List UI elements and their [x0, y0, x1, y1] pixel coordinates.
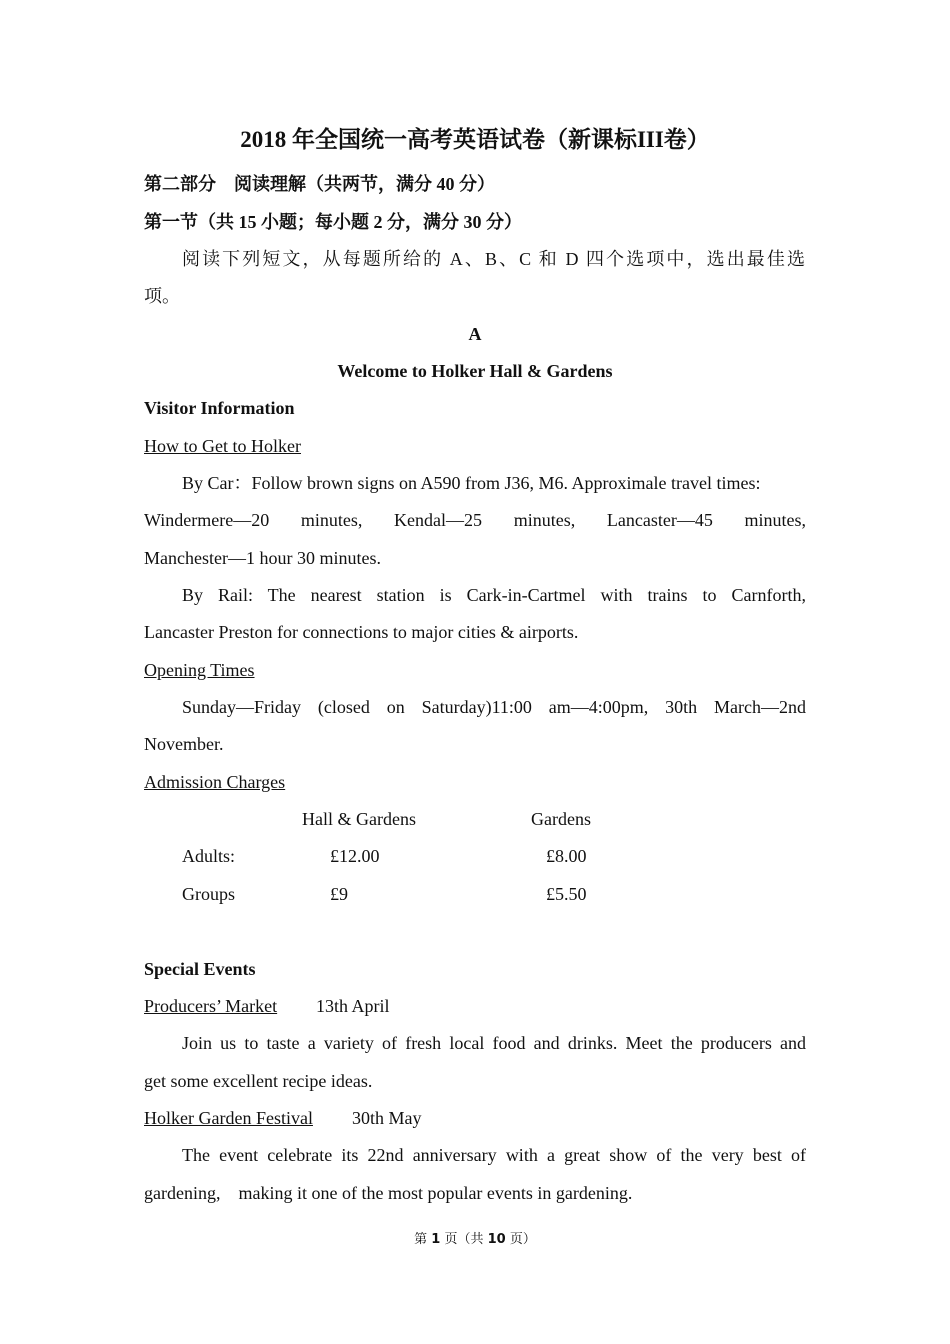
opening-times-heading: Opening Times: [144, 660, 255, 680]
admission-row-label: Adults:: [182, 846, 236, 866]
how-to-get-heading: How to Get to Holker: [144, 436, 301, 456]
admission-heading: Admission Charges: [144, 772, 286, 792]
footer-middle: 页（共: [440, 1232, 488, 1247]
event-name: Holker Garden Festival: [144, 1108, 313, 1128]
admission-col-hall: Hall & Gardens: [302, 809, 416, 829]
section-heading: 第二部分 阅读理解（共两节，满分 40 分）: [144, 174, 495, 194]
special-events-heading: Special Events: [144, 959, 256, 979]
admission-row-gardens-price: £5.50: [546, 884, 587, 904]
visitor-info-heading: Visitor Information: [144, 398, 295, 418]
instruction-line-2: 项。: [144, 286, 180, 306]
event-name: Producers’ Market: [144, 996, 278, 1016]
admission-row-hall-price: £12.00: [330, 846, 380, 866]
opening-line-2: November.: [144, 734, 224, 754]
admission-col-gardens: Gardens: [531, 809, 591, 829]
rail-line-1: By Rail: The nearest station is Cark-in-Cartmel with trains to Carnforth,: [182, 585, 806, 605]
event-date: 13th April: [316, 996, 390, 1016]
car-line-2: Windermere—20 minutes, Kendal—25 minutes, Lancaster—45 minutes,: [144, 510, 806, 530]
event-description-line-2: gardening, making it one of the most popular events in gardening.: [144, 1183, 633, 1203]
admission-row-label: Groups: [182, 884, 235, 904]
footer-total-pages: 10: [487, 1232, 506, 1247]
car-line-3: Manchester—1 hour 30 minutes.: [144, 548, 381, 568]
admission-row-hall-price: £9: [330, 884, 348, 904]
instruction-line-1: 阅读下列短文，从每题所给的 A、B、C 和 D 四个选项中，选出最佳选: [182, 249, 806, 269]
footer-prefix: 第: [414, 1232, 432, 1247]
admission-row-gardens-price: £8.00: [546, 846, 587, 866]
rail-line-2: Lancaster Preston for connections to major cities & airports.: [144, 622, 579, 642]
subsection-heading: 第一节（共 15 小题；每小题 2 分，满分 30 分）: [144, 212, 522, 232]
footer-suffix: 页）: [505, 1232, 536, 1247]
event-description-line-2: get some excellent recipe ideas.: [144, 1071, 373, 1091]
passage-title: Welcome to Holker Hall & Gardens: [337, 361, 613, 381]
passage-label: A: [468, 324, 482, 344]
event-description-line-1: Join us to taste a variety of fresh local food and drinks. Meet the producers and: [182, 1033, 806, 1053]
event-date: 30th May: [352, 1108, 422, 1128]
page-title: 2018 年全国统一高考英语试卷（新课标III卷）: [240, 127, 710, 152]
opening-line-1: Sunday—Friday (closed on Saturday)11:00 am—4:00pm, 30th March—2nd: [182, 697, 806, 717]
event-description-line-1: The event celebrate its 22nd anniversary with a great show of the very best of: [182, 1145, 806, 1165]
page-footer: [0, 1228, 950, 1252]
car-line-1: By Car：Follow brown signs on A590 from J36, M6. Approximale travel times:: [182, 473, 761, 493]
footer-page-number: 1: [431, 1232, 441, 1247]
